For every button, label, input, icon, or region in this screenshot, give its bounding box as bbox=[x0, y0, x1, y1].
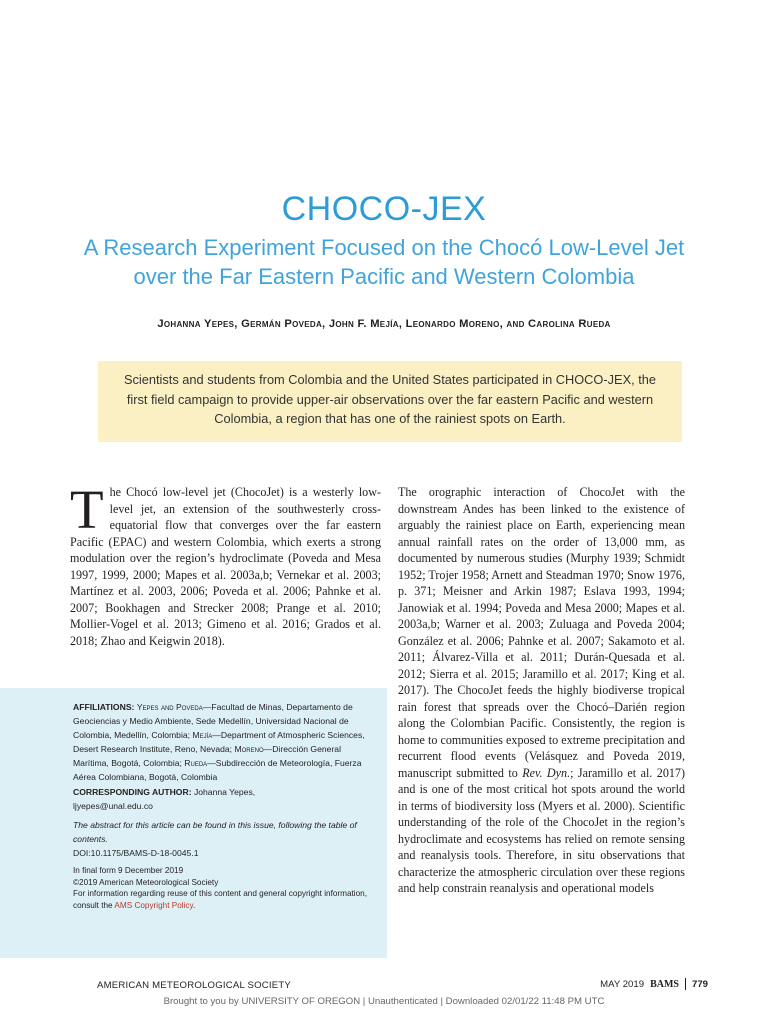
intro-paragraph bbox=[70, 479, 381, 649]
footer-society: AMERICAN METEOROLOGICAL SOCIETY bbox=[97, 980, 292, 991]
issue-date: MAY 2019 bbox=[600, 978, 645, 990]
body-text-part1: The orographic interaction of ChocoJet with the downstream Andes has been linked to the existence of arguably the rainiest place on Earth, experiencing mean annual rainfall rates on the order of 13,000 mm, as documented by numerous studies (Murphy 1939; Schmidt 1952; Trojer 1958; Arnett and Steadman 1970; Snow 1976, p. 371; Meisner and Arkin 1987; Eslava 1993, 1994; Janowiak et al. 1994; Poveda and Mesa 2000; Mapes et al. 2003a,b; Warner et al. 2003; Zuluaga and Poveda 2004; González et al. 2006; Pahnke et al. 2007; Sakamoto et al. 2011; Álvarez-Villa et al. 2011; Durán-Quesada et al. 2012; Sierra et al. 2015; Jaramillo et al. 2017; King et al. 2017). The ChocoJet feeds the highly biodiverse tropical rain forest that spreads over the Chocó–Darién region along the Colombian Pacific. Consistently, the region is home to communities exposed to extreme precipitation and recurrent flood events (Velásquez and Poveda 2019, manuscript submitted to bbox=[398, 485, 685, 780]
download-notice: Brought to you by UNIVERSITY OF OREGON | Unauthenticated | Downloaded 02/01/22 11:48 PM UTC bbox=[163, 996, 605, 1007]
affiliations-label: AFFILIATIONS: bbox=[73, 702, 135, 712]
affil-names-3: Moreno bbox=[234, 744, 264, 755]
journal-logo: BAMS bbox=[650, 978, 679, 990]
body-paragraph bbox=[398, 484, 685, 897]
body-text-part2: ; Jaramillo et al. 2017) and is one of the most critical hot spots around the world in terms of biodiversity loss (Myers et al. 2000). Scientific understanding of the role of the ChocoJet in the region’s hydroclimate and ecosystems has relied on remote sensing and reanalysis tools. Therefore, in situ observations that characterize the atmospheric circulation over these regions and help constrain reanalysis and operational models bbox=[398, 765, 685, 895]
affil-names-2: Mejía bbox=[192, 730, 213, 741]
final-form-date: In final form 9 December 2019 bbox=[73, 866, 184, 876]
article-subtitle: A Research Experiment Focused on the Chocó Low-Level Jet over the Far Eastern Pacific and Western Colombia bbox=[83, 235, 685, 289]
affil-names-1: Yepes and Poveda bbox=[136, 702, 203, 712]
corresponding-author bbox=[73, 785, 379, 813]
intro-text: he Chocó low-level jet (ChocoJet) is a westerly low-level jet, an extension of the southwesterly cross-equatorial flow that converges over the far eastern Pacific (EPAC) and western Colombia, which exerts a strong modulation over the region’s hydroclimate (Poveda and Mesa 1997, 1999, 2000; Mapes et al. 2003a,b; Vernekar et al. 2003; Martínez et al. 2003, 2006; Poveda et al. 2006; Pahnke et al. 2007; Bookhagen and Strecker 2008; Prange et al. 2010; Mollier-Vogel et al. 2013; Gimeno et al. 2016; Grados et al. 2018; Zhao and Keigwin 2018). bbox=[70, 485, 381, 648]
reuse-end: . bbox=[193, 900, 196, 910]
corresponding-email[interactable]: ljyepes@unal.edu.co bbox=[73, 800, 153, 811]
footer-page-info bbox=[600, 978, 708, 990]
affiliations-paragraph bbox=[73, 700, 379, 785]
corresponding-label: CORRESPONDING AUTHOR: bbox=[73, 786, 192, 797]
article-title: CHOCO-JEX bbox=[281, 190, 487, 228]
abstract-box bbox=[98, 361, 682, 442]
affil-text-4: —Subdirección de Meteorología, Fuerza Aérea Colombiana, Bogotá, Colombia bbox=[73, 758, 362, 783]
corresponding-name: Johanna Yepes, bbox=[193, 786, 256, 797]
abstract-text: Scientists and students from Colombia and the United States participated in CHOCO-JEX, the first field campaign to provide upper-air observations over the far eastern Pacific and western Colombia, a region that has one of the rainiest spots on Earth. bbox=[123, 372, 657, 426]
reuse-info bbox=[73, 888, 379, 911]
footer-divider bbox=[685, 978, 686, 990]
copyright-notice: ©2019 American Meteorological Society bbox=[73, 877, 219, 887]
doi[interactable]: DOI:10.1175/BAMS-D-18-0045.1 bbox=[73, 847, 199, 858]
body-left-column bbox=[70, 479, 381, 649]
affil-text-3: —Dirección General Marítima, Bogotá, Colombia; bbox=[73, 744, 341, 769]
affiliations-box bbox=[0, 688, 387, 958]
affil-names-4: Rueda bbox=[184, 758, 208, 769]
drop-cap: T bbox=[70, 479, 104, 540]
abstract-note: The abstract for this article can be found in this issue, following the table of contents. bbox=[73, 819, 357, 844]
page-number: 779 bbox=[691, 978, 708, 990]
body-right-column bbox=[398, 484, 685, 897]
affil-text-2: —Department of Atmospheric Sciences, Desert Research Institute, Reno, Nevada; bbox=[73, 730, 365, 755]
affil-text-1: —Facultad de Minas, Departamento de Geociencias y Medio Ambiente, Sede Medellín, Universidad Nacional de Colombia, Medellín, Colombia; bbox=[73, 702, 353, 741]
reuse-text: For information regarding reuse of this content and general copyright information, consult the bbox=[73, 889, 368, 910]
journal-citation: Rev. Dyn. bbox=[522, 765, 571, 780]
author-list: Johanna Yepes, Germán Poveda, John F. Mejía, Leonardo Moreno, and Carolina Rueda bbox=[157, 318, 611, 330]
copyright-policy-link[interactable]: AMS Copyright Policy bbox=[114, 900, 193, 910]
